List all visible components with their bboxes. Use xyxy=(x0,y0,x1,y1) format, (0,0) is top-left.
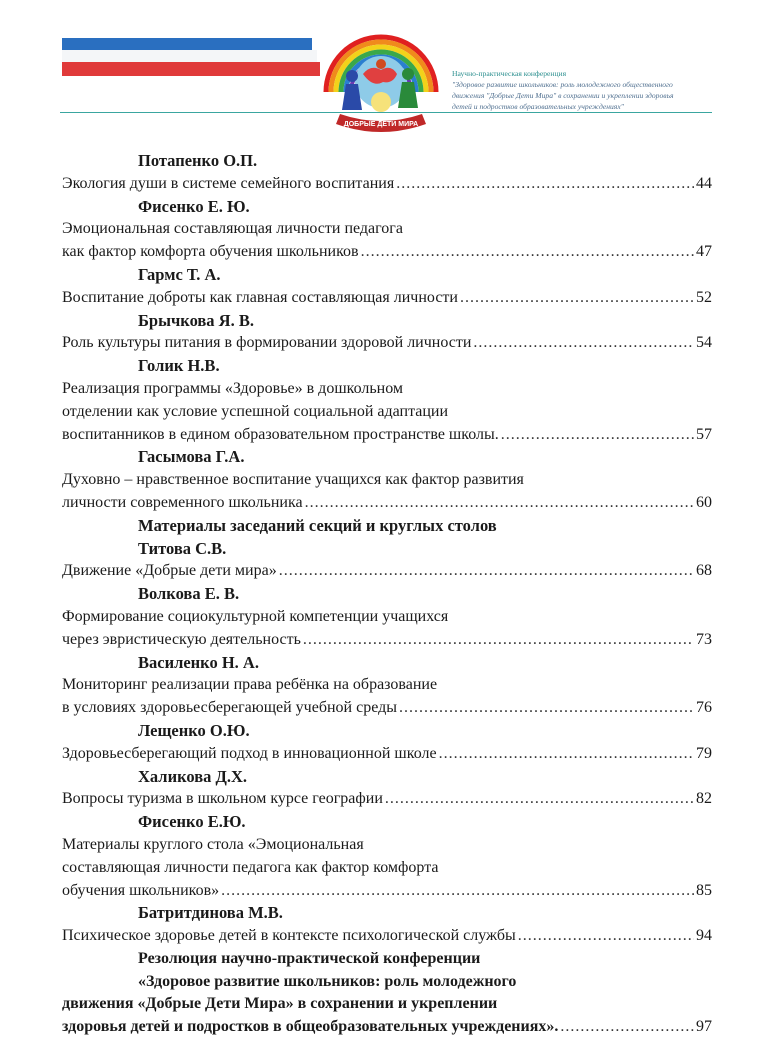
toc-title-text: в условиях здоровьесберегающей учебной среды xyxy=(62,699,397,717)
toc-entry xyxy=(62,355,712,446)
toc-author: Волкова Е. В. xyxy=(138,584,240,604)
toc-title-line xyxy=(62,857,712,880)
toc-entry xyxy=(62,902,712,948)
page-number: 94 xyxy=(696,927,712,945)
toc-title-line xyxy=(62,424,712,447)
toc-title-line xyxy=(62,332,712,355)
dot-leader xyxy=(305,492,694,515)
toc-entry xyxy=(62,652,712,720)
logo-text: ДОБРЫЕ ДЕТИ МИРА xyxy=(343,121,419,128)
dot-leader xyxy=(361,241,694,264)
flag-stripe-white xyxy=(62,50,317,62)
page-number: 54 xyxy=(696,334,712,352)
toc-author: Лещенко О.Ю. xyxy=(138,720,250,740)
toc-title-text: Эмоциональная составляющая личности педагога xyxy=(62,220,403,238)
page-number: 97 xyxy=(696,1018,712,1036)
conference-subtitle-line: движения "Добрые Дети Мира" в сохранении и укреплении здоровья xyxy=(452,91,674,100)
toc-title-text: Роль культуры питания в формировании здоровой личности xyxy=(62,334,472,352)
toc-entry xyxy=(62,446,712,514)
dot-leader xyxy=(473,332,694,355)
toc-author: Халикова Д.Х. xyxy=(138,766,248,786)
toc-title-text: Мониторинг реализации права ребёнка на образование xyxy=(62,676,438,694)
dot-leader xyxy=(501,424,694,447)
toc-entry xyxy=(62,264,712,310)
toc-title-text: Воспитание доброты как главная составляющая личности xyxy=(62,288,458,306)
dot-leader xyxy=(399,697,694,720)
toc-title-line xyxy=(62,674,712,697)
toc-title-text: Здоровьесберегающий подход в инновационной школе xyxy=(62,744,437,762)
toc-title-line xyxy=(62,925,712,948)
resolution-line: движения «Добрые Дети Мира» в сохранении и укреплении xyxy=(62,995,498,1013)
page-number: 73 xyxy=(696,630,712,648)
dot-leader xyxy=(560,1016,694,1039)
toc-author: Фисенко Е. Ю. xyxy=(138,196,250,216)
toc-author: Голик Н.В. xyxy=(138,356,220,376)
toc-author: Титова С.В. xyxy=(138,538,227,558)
toc-title-line xyxy=(62,287,712,310)
dot-leader xyxy=(303,629,694,652)
toc-author: Потапенко О.П. xyxy=(138,151,258,170)
flag-stripe-blue xyxy=(62,38,312,50)
toc-entry xyxy=(62,766,712,812)
dot-leader xyxy=(439,743,694,766)
toc-title-text: Экология души в системе семейного воспитания xyxy=(62,174,395,192)
toc-author: Василенко Н. А. xyxy=(138,652,259,672)
toc-title-text: Движение «Добрые дети мира» xyxy=(62,562,277,580)
toc-author: Брычкова Я. В. xyxy=(138,310,254,330)
page-number: 85 xyxy=(696,881,712,899)
toc-title-line xyxy=(62,834,712,857)
page-number: 82 xyxy=(696,790,712,808)
conference-caption xyxy=(452,68,722,112)
toc-title-line xyxy=(62,788,712,811)
toc-title-text: составляющая личности педагога как фактор комфорта xyxy=(62,858,439,876)
toc-title-line xyxy=(62,469,712,492)
toc-author: Батритдинова М.В. xyxy=(138,903,283,923)
toc-title-line xyxy=(62,606,712,629)
toc-title-text: Духовно – нравственное воспитание учащихся как фактор развития xyxy=(62,471,524,489)
toc-entry xyxy=(62,538,712,584)
toc-entry xyxy=(62,720,712,766)
toc-title-line xyxy=(62,743,712,766)
toc-entry xyxy=(62,583,712,651)
toc-title-line xyxy=(62,880,712,903)
page-number: 47 xyxy=(696,243,712,261)
resolution-title: Резолюция научно-практической конференции xyxy=(138,949,481,967)
toc-title-line xyxy=(62,697,712,720)
toc-entry xyxy=(62,515,712,538)
toc-title-text: как фактор комфорта обучения школьников xyxy=(62,243,359,261)
toc-title-text: через эвристическую деятельность xyxy=(62,630,301,648)
toc-title-text: Реализация программы «Здоровье» в дошкольном xyxy=(62,379,404,397)
dot-leader xyxy=(396,173,694,196)
page-header xyxy=(0,0,760,150)
toc-title-line xyxy=(62,629,712,652)
table-of-contents xyxy=(62,150,712,1039)
resolution-line: «Здоровое развитие школьников: роль молодежного xyxy=(138,972,517,990)
conference-title: Научно-практическая конференция xyxy=(452,69,567,78)
dot-leader xyxy=(279,560,694,583)
resolution-last-line xyxy=(62,1016,712,1039)
flag-stripe-red xyxy=(62,62,320,76)
dot-leader xyxy=(221,880,694,903)
dot-leader xyxy=(518,925,694,948)
page-number: 68 xyxy=(696,562,712,580)
toc-title-line xyxy=(62,401,712,424)
resolution-entry xyxy=(62,948,712,1039)
toc-author: Гармс Т. А. xyxy=(138,264,221,284)
toc-author: Фисенко Е.Ю. xyxy=(138,812,246,832)
toc-entry xyxy=(62,196,712,264)
section-heading: Материалы заседаний секций и круглых столов xyxy=(138,515,497,535)
toc-title-text: отделении как условие успешной социальной адаптации xyxy=(62,402,449,420)
toc-entry xyxy=(62,310,712,356)
toc-title-text: Психическое здоровье детей в контексте психологической службы xyxy=(62,927,516,945)
page-number: 52 xyxy=(696,288,712,306)
toc-title-text: воспитанников в едином образовательном пространстве школы. xyxy=(62,425,499,443)
toc-title-line xyxy=(62,492,712,515)
page-number: 44 xyxy=(696,174,712,192)
resolution-line: здоровья детей и подростков в общеобразовательных учреждениях». xyxy=(62,1018,559,1036)
conference-subtitle-line: детей и подростков образовательных учреждениях" xyxy=(452,102,624,111)
page-number: 60 xyxy=(696,493,712,511)
conference-subtitle-line: "Здоровое развитие школьников: роль молодежного общественного xyxy=(452,80,673,89)
page-number: 79 xyxy=(696,744,712,762)
toc-title-line xyxy=(62,560,712,583)
dot-leader xyxy=(385,788,694,811)
toc-title-line xyxy=(62,218,712,241)
toc-title-text: Формирование социокультурной компетенции учащихся xyxy=(62,607,449,625)
toc-title-line xyxy=(62,378,712,401)
dot-leader xyxy=(460,287,694,310)
toc-entry xyxy=(62,811,712,902)
toc-title-text: личности современного школьника xyxy=(62,493,303,511)
page-number: 57 xyxy=(696,425,712,443)
toc-title-text: обучения школьников» xyxy=(62,881,220,899)
good-children-logo xyxy=(318,14,444,138)
toc-title-text: Вопросы туризма в школьном курсе географии xyxy=(62,790,383,808)
toc-author: Гасымова Г.А. xyxy=(138,447,245,467)
toc-title-line xyxy=(62,173,712,196)
toc-entry xyxy=(62,150,712,196)
toc-title-text: Материалы круглого стола «Эмоциональная xyxy=(62,835,364,853)
toc-title-line xyxy=(62,241,712,264)
page-number: 76 xyxy=(696,699,712,717)
